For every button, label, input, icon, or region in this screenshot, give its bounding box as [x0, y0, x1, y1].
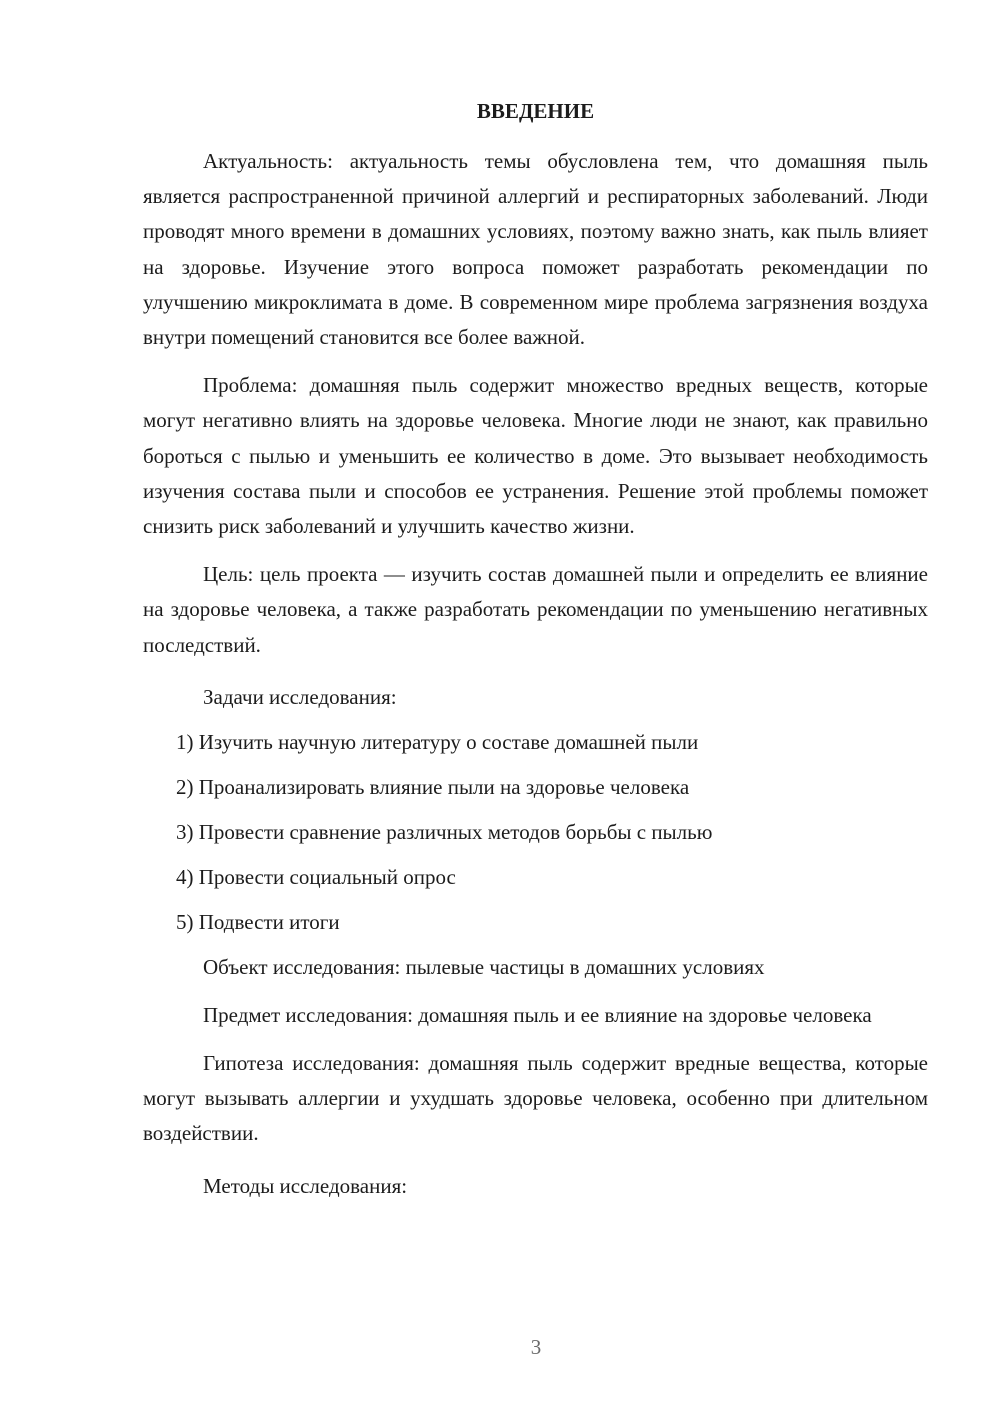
- tasks-heading: Задачи исследования:: [203, 684, 397, 709]
- problem-paragraph: Проблема: домашняя пыль содержит множество вредных веществ, которые могут негативно влиять на здоровье человека. Многие люди не знают, как правильно бороться с пылью и уменьшить ее количество в доме. Это вызывает необходимость изучения состава пыли и способов ее устранения. Решение этой проблемы поможет снизить риск заболеваний и улучшить качество жизни.: [143, 373, 928, 539]
- list-item: 1) Изучить научную литературу о составе домашней пыли: [176, 729, 699, 754]
- subject-paragraph: Предмет исследования: домашняя пыль и ее влияние на здоровье человека: [203, 1002, 872, 1027]
- hypothesis-paragraph: Гипотеза исследования: домашняя пыль содержит вредные вещества, которые могут вызывать аллергии и ухудшать здоровье человека, особенно при длительном воздействии.: [143, 1051, 928, 1146]
- list-item: 4) Провести социальный опрос: [176, 864, 456, 889]
- page-number: 3: [530, 1335, 542, 1359]
- relevance-paragraph: Актуальность: актуальность темы обусловлена тем, что домашняя пыль является распространенной причиной аллергий и респираторных заболеваний. Люди проводят много времени в домашних условиях, поэтому важно знать, как пыль влияет на здоровье. Изучение этого вопроса поможет разработать рекомендации по улучшению микроклимата в доме. В современном мире проблема загрязнения воздуха внутри помещений становится все более важной.: [143, 149, 928, 350]
- tasks-list: [143, 725, 928, 940]
- goal-paragraph: Цель: цель проекта — изучить состав домашней пыли и определить ее влияние на здоровье человека, а также разработать рекомендации по уменьшению негативных последствий.: [143, 562, 928, 657]
- page-title: ВВЕДЕНИЕ: [476, 99, 595, 123]
- list-item: 2) Проанализировать влияние пыли на здоровье человека: [176, 774, 690, 799]
- methods-heading: Методы исследования:: [203, 1173, 408, 1198]
- object-line: Объект исследования: пылевые частицы в домашних условиях: [203, 954, 765, 979]
- list-item: 5) Подвести итоги: [176, 909, 340, 934]
- page-content: [143, 95, 928, 1204]
- list-item: 3) Провести сравнение различных методов борьбы с пылью: [176, 819, 713, 844]
